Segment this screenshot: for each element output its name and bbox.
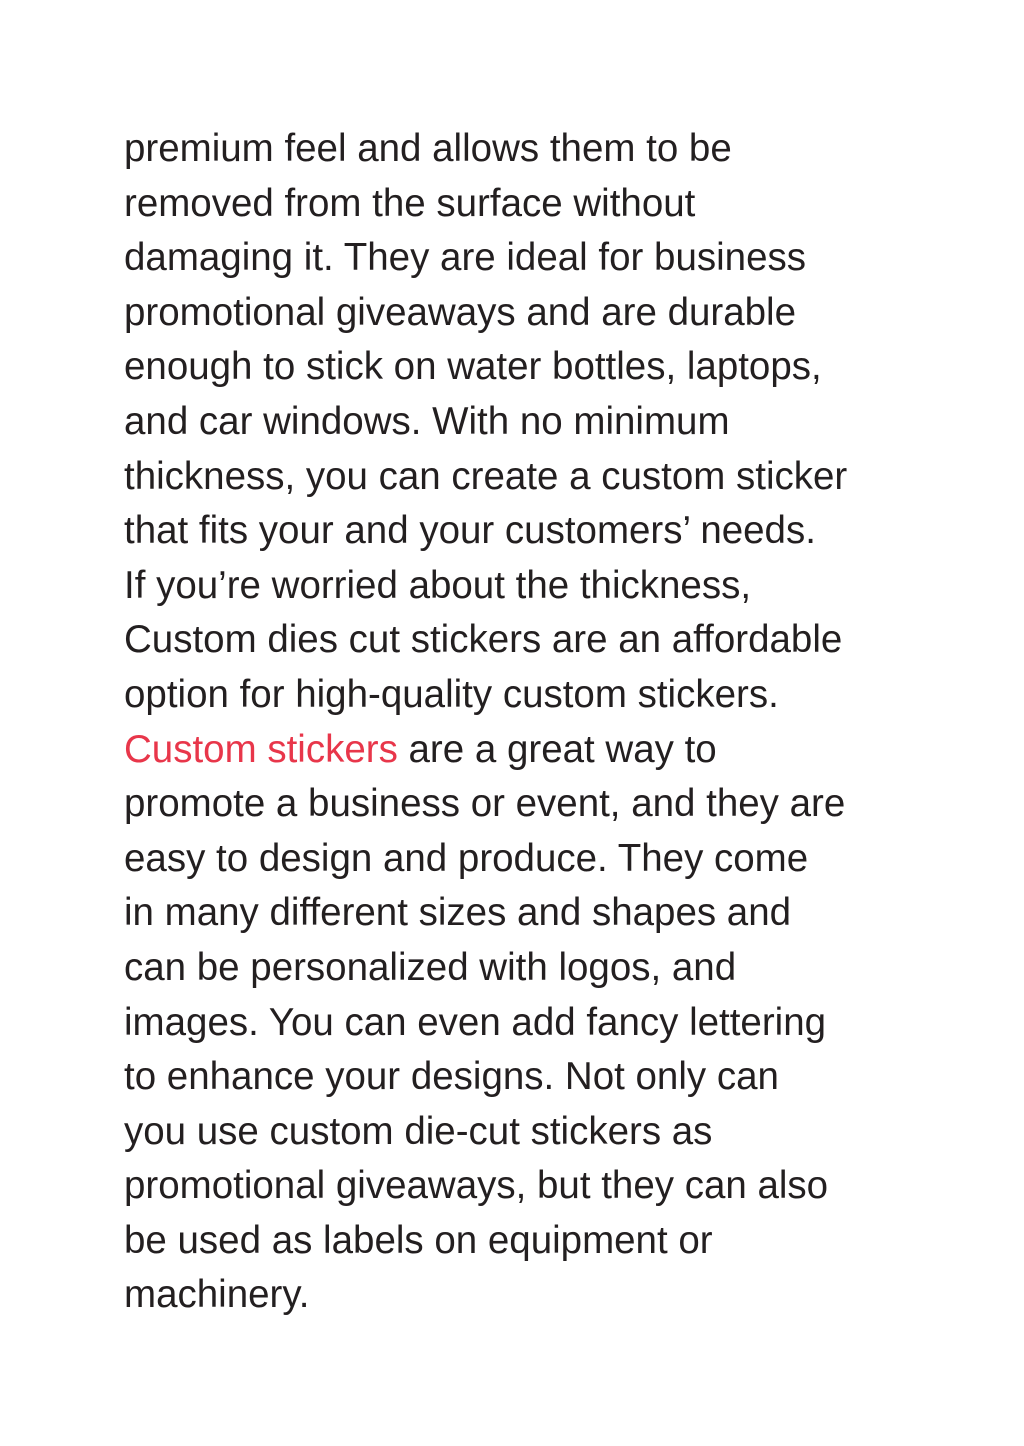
- link-line-rest: are a great way to: [397, 727, 717, 771]
- text-line: you use custom die-cut stickers as: [124, 1109, 713, 1153]
- text-line: premium feel and allows them to be: [124, 127, 732, 170]
- text-line: Custom dies cut stickers are an affordable: [124, 618, 843, 662]
- text-line: enough to stick on water bottles, laptops,: [124, 345, 822, 389]
- text-line: removed from the surface without: [124, 181, 696, 225]
- text-line: option for high-quality custom stickers.: [124, 672, 779, 716]
- text-line: promote a business or event, and they are: [124, 782, 846, 826]
- text-line: be used as labels on equipment or: [124, 1218, 713, 1262]
- custom-stickers-link[interactable]: Custom stickers: [124, 727, 398, 771]
- body-paragraph: [124, 122, 924, 1323]
- text-line: promotional giveaways, but they can also: [124, 1164, 829, 1208]
- text-line: damaging it. They are ideal for business: [124, 236, 806, 280]
- text-line: in many different sizes and shapes and: [124, 891, 792, 935]
- text-line: machinery.: [124, 1273, 310, 1317]
- text-line-with-link: [124, 723, 924, 778]
- text-line: thickness, you can create a custom sticker: [124, 454, 848, 498]
- text-line: images. You can even add fancy lettering: [124, 1000, 827, 1044]
- text-line: If you’re worried about the thickness,: [124, 563, 752, 607]
- text-line: and car windows. With no minimum: [124, 399, 730, 443]
- text-line: can be personalized with logos, and: [124, 945, 737, 989]
- text-line: to enhance your designs. Not only can: [124, 1055, 779, 1099]
- text-line: easy to design and produce. They come: [124, 836, 809, 880]
- text-line: promotional giveaways and are durable: [124, 290, 797, 334]
- text-line: that fits your and your customers’ needs.: [124, 509, 816, 553]
